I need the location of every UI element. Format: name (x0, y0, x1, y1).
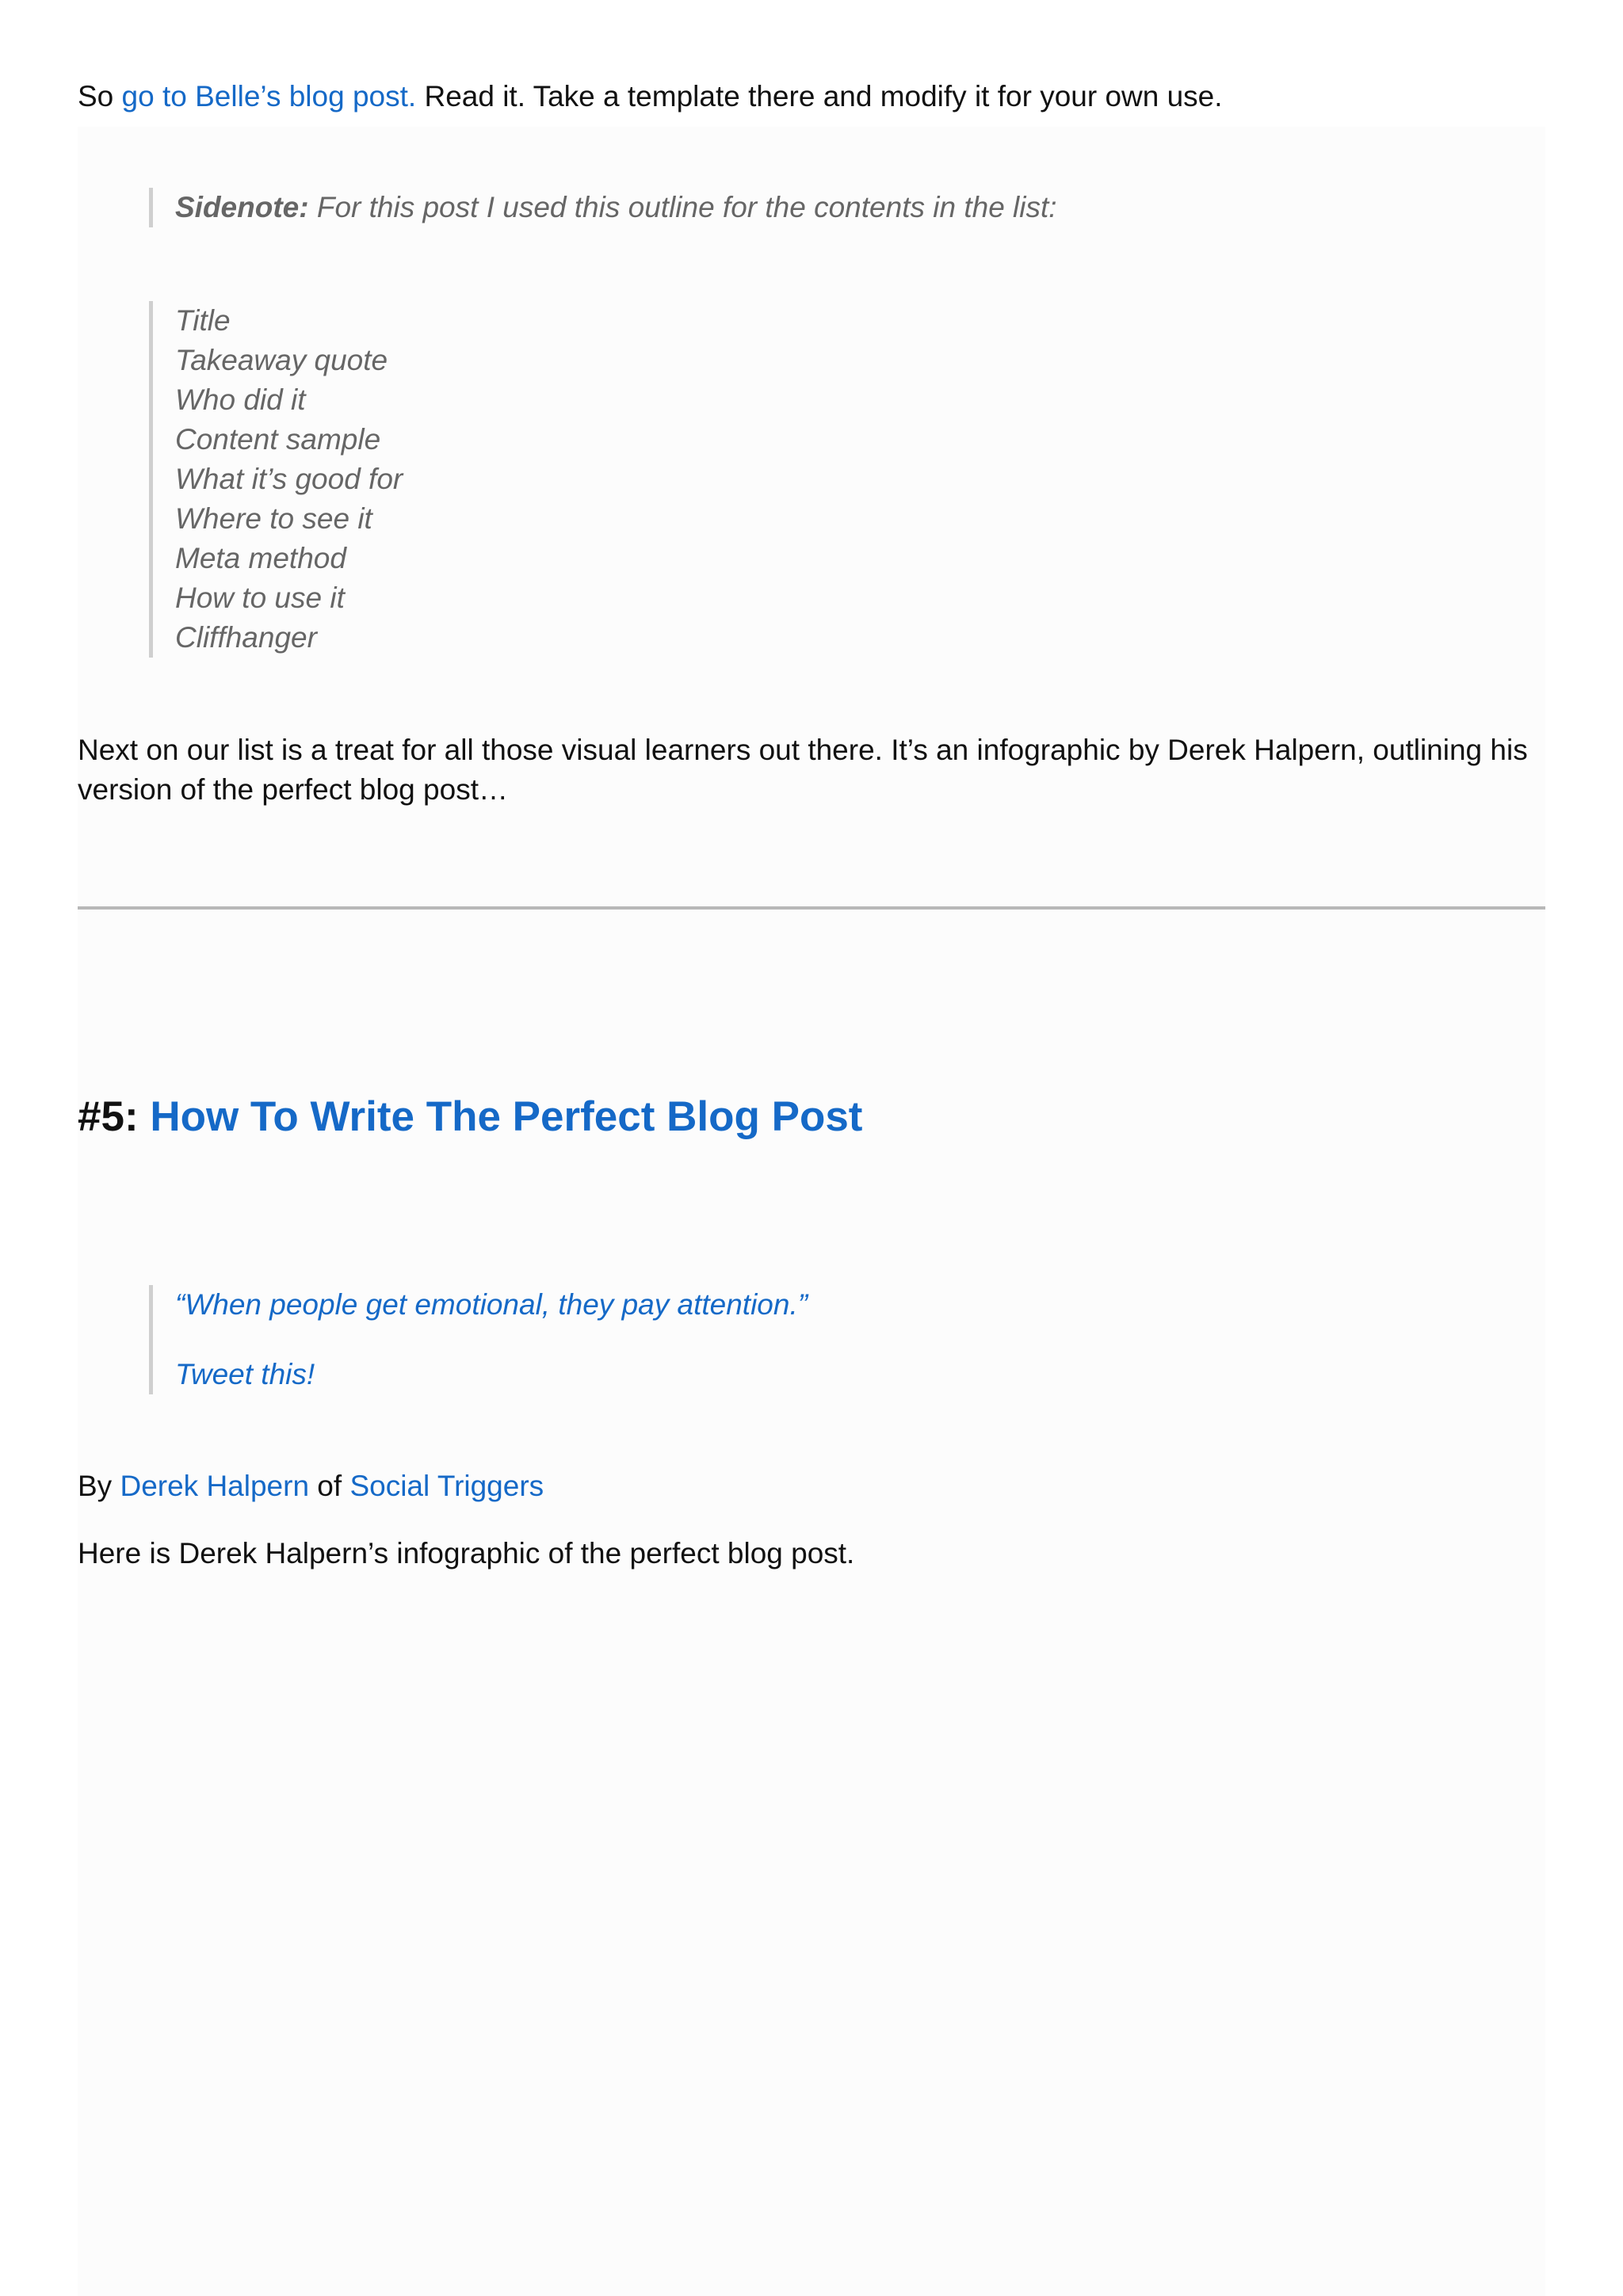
sidenote-label: Sidenote: (175, 191, 309, 223)
intro-prefix: So (78, 80, 122, 113)
outline-item: Content sample (175, 423, 381, 456)
outline-item: How to use it (175, 582, 345, 614)
outline-item: Title (175, 304, 231, 337)
outline-item: What it’s good for (175, 463, 403, 495)
belle-blog-post-link[interactable]: go to Belle’s blog post. (121, 80, 417, 113)
tweet-this-link[interactable]: Tweet this! (175, 1358, 315, 1390)
section-number: #5: (78, 1093, 151, 1140)
next-paragraph: Next on our list is a treat for all those visual learners out there. It’s an infographic by Derek Halpern, outlining his version of the perfect blog post… (78, 734, 1528, 806)
outline-item: Cliffhanger (175, 621, 317, 654)
section-title-link[interactable]: How To Write The Perfect Blog Post (150, 1093, 863, 1140)
outline-item: Where to see it (175, 502, 372, 535)
site-link[interactable]: Social Triggers (349, 1470, 544, 1502)
intro-suffix: Read it. Take a template there and modify it for your own use. (416, 80, 1223, 113)
takeaway-quote-blockquote (149, 1285, 808, 1394)
sidenote-blockquote (149, 188, 1057, 227)
sidenote-text: For this post I used this outline for the contents in the list: (308, 191, 1057, 223)
byline-prefix: By (78, 1470, 120, 1502)
outline-item: Who did it (175, 383, 306, 416)
section-heading (78, 1089, 862, 1145)
author-link[interactable]: Derek Halpern (120, 1470, 310, 1502)
outline-item: Meta method (175, 542, 346, 574)
outline-item: Takeaway quote (175, 344, 388, 376)
outline-blockquote (149, 301, 403, 658)
byline (78, 1466, 544, 1506)
infographic-intro-paragraph: Here is Derek Halpern’s infographic of the perfect blog post. (78, 1537, 855, 1569)
takeaway-quote-link[interactable]: “When people get emotional, they pay attention.” (175, 1288, 808, 1321)
intro-paragraph (78, 77, 1545, 116)
horizontal-divider (78, 906, 1545, 910)
byline-middle: of (309, 1470, 350, 1502)
